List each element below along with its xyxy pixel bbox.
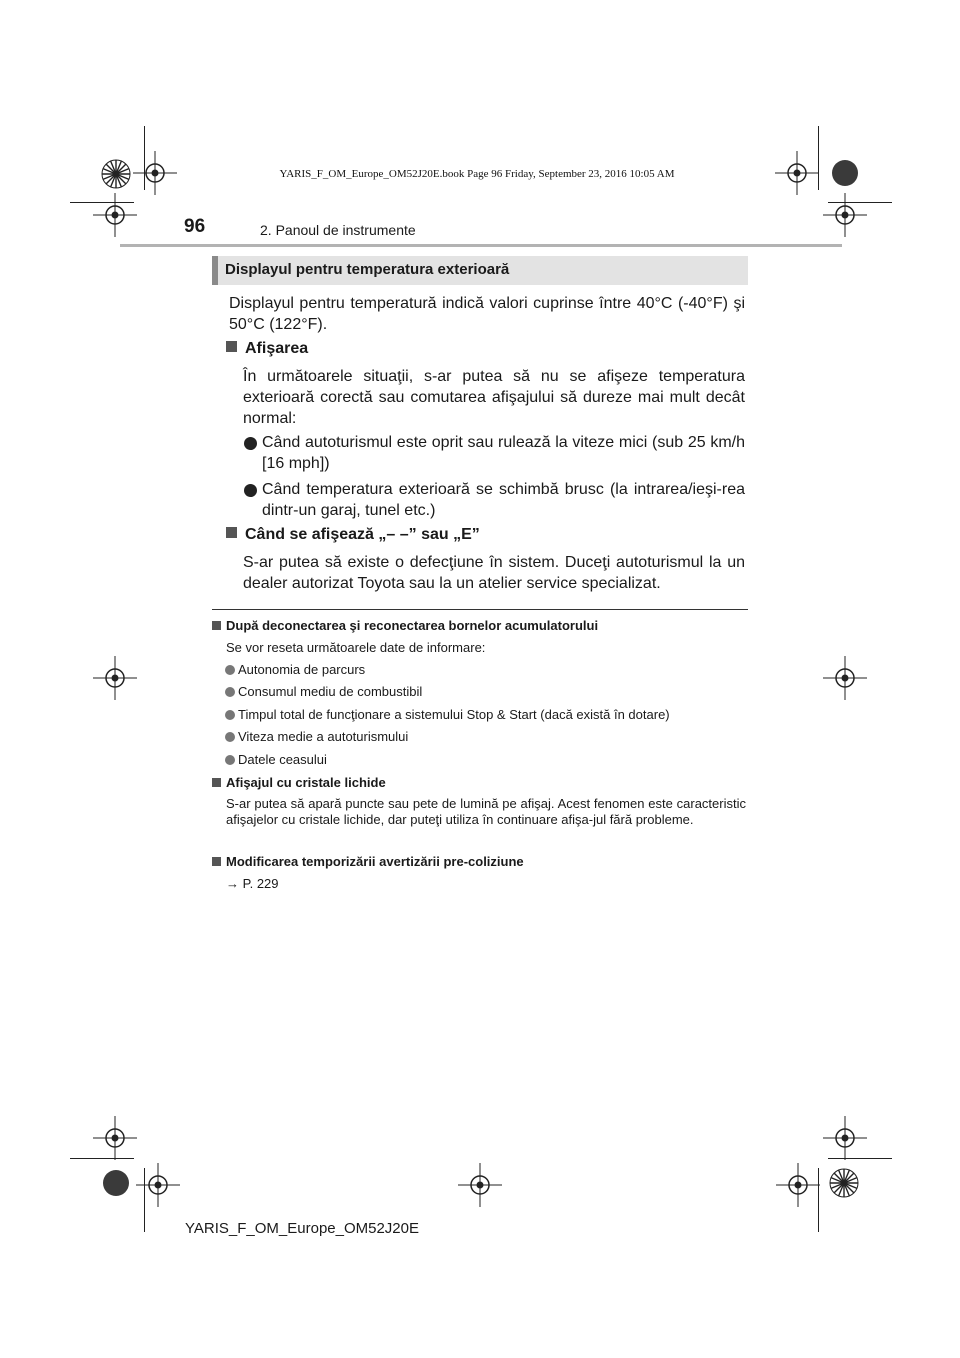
subsection-title: Afişarea bbox=[245, 340, 309, 357]
section-header bbox=[212, 256, 748, 285]
footer-code: YARIS_F_OM_Europe_OM52J20E bbox=[185, 1220, 420, 1237]
note-bullet: Autonomia de parcurs bbox=[238, 662, 366, 677]
page-number: 96 bbox=[184, 216, 206, 237]
bullet-dot-icon bbox=[244, 437, 257, 450]
square-bullet-icon bbox=[212, 778, 221, 787]
note-bullet: Timpul total de funcţionare a sistemului Stop & Start (dacă există în dotare) bbox=[238, 707, 670, 722]
bullet-dot-icon bbox=[225, 732, 235, 742]
square-bullet-icon bbox=[226, 341, 237, 352]
print-info: YARIS_F_OM_Europe_OM52J20E.book Page 96 Friday, September 23, 2016 10:05 AM bbox=[279, 168, 675, 180]
filled-circle-mark-icon bbox=[831, 159, 859, 187]
sunburst-mark-icon bbox=[829, 1168, 859, 1198]
registration-mark-icon bbox=[93, 656, 137, 700]
registration-mark-icon bbox=[93, 193, 137, 237]
note-text: Se vor reseta următoarele date de informare: bbox=[226, 640, 486, 655]
sunburst-mark-icon bbox=[101, 159, 131, 189]
bullet-dot-icon bbox=[225, 665, 235, 675]
bullet-dot-icon bbox=[225, 710, 235, 720]
chapter-title: 2. Panoul de instrumente bbox=[260, 222, 416, 238]
square-bullet-icon bbox=[226, 527, 237, 538]
note-title: Afişajul cu cristale lichide bbox=[226, 775, 386, 790]
bullet-text: Când temperatura exterioară se schimbă brusc (la intrarea/ieşi-rea dintr-un garaj, tunel etc.) bbox=[262, 481, 745, 519]
registration-mark-icon bbox=[823, 1116, 867, 1160]
registration-mark-icon bbox=[823, 656, 867, 700]
note-bullet: Viteza medie a autoturismului bbox=[238, 729, 409, 744]
subsection-heading bbox=[226, 340, 308, 358]
notes-divider bbox=[212, 609, 748, 610]
header-rule bbox=[120, 244, 842, 247]
note-heading bbox=[212, 618, 598, 633]
registration-mark-icon bbox=[458, 1163, 502, 1207]
square-bullet-icon bbox=[212, 621, 221, 630]
subsection-text: S-ar putea să existe o defecţiune în sistem. Duceţi autoturismul la un dealer autorizat Toyota sau la un atelier service specializat. bbox=[243, 554, 745, 592]
note-title: Modificarea temporizării avertizării pre-coliziune bbox=[226, 854, 524, 869]
bullet-dot-icon bbox=[244, 484, 257, 497]
bullet-dot-icon bbox=[225, 755, 235, 765]
page-reference: → P. 229 bbox=[226, 876, 279, 891]
registration-mark-icon bbox=[136, 1163, 180, 1207]
note-heading bbox=[212, 854, 524, 869]
subsection-title: Când se afişează „– –” sau „E” bbox=[245, 526, 480, 543]
registration-mark-icon bbox=[93, 1116, 137, 1160]
intro-paragraph: Displayul pentru temperatură indică valori cuprinse între 40°C (-40°F) şi 50°C (122°F). bbox=[229, 295, 745, 333]
note-bullet: Consumul mediu de combustibil bbox=[238, 684, 423, 699]
note-title: După deconectarea şi reconectarea bornelor acumulatorului bbox=[226, 618, 599, 633]
filled-circle-mark-icon bbox=[102, 1169, 130, 1197]
bullet-text: Când autoturismul este oprit sau rulează la viteze mici (sub 25 km/h [16 mph]) bbox=[262, 434, 745, 472]
bullet-dot-icon bbox=[225, 687, 235, 697]
registration-mark-icon bbox=[823, 193, 867, 237]
note-bullet: Datele ceasului bbox=[238, 752, 327, 767]
subsection-heading bbox=[226, 526, 480, 544]
registration-mark-icon bbox=[776, 1163, 820, 1207]
subsection-text: În următoarele situaţii, s-ar putea să nu se afişeze temperatura exterioară corectă sau comutarea afişajului să dureze mai mult decât normal: bbox=[243, 368, 745, 427]
section-title: Displayul pentru temperatura exterioară bbox=[225, 261, 510, 278]
square-bullet-icon bbox=[212, 857, 221, 866]
note-heading bbox=[212, 775, 386, 790]
section-header-bar bbox=[212, 256, 218, 285]
note-text: S-ar putea să apară puncte sau pete de lumină pe afişaj. Acest fenomen este caracteristic afişajelor cu cristale lichide, dar puteţi utiliza în continuare afişa-jul fără probleme. bbox=[226, 796, 746, 827]
